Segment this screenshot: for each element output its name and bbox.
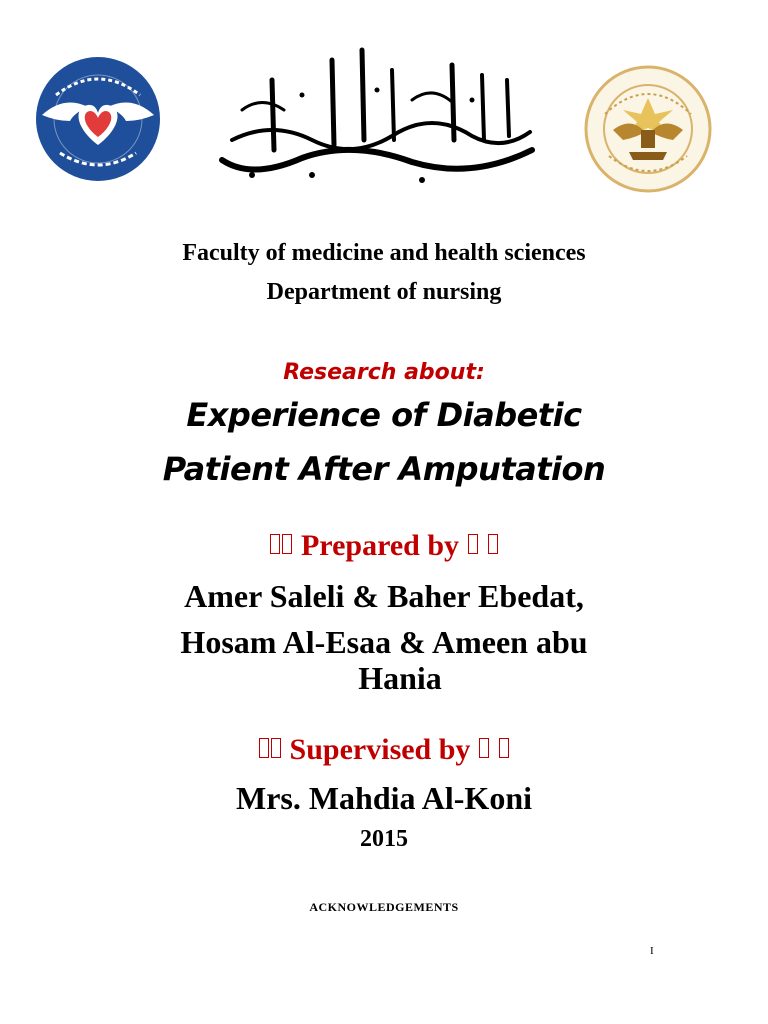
authors-line-3: Hania	[358, 660, 442, 696]
supervised-by-heading	[0, 733, 768, 767]
missing-glyph-icon	[488, 534, 498, 554]
research-label: Research about:	[283, 360, 485, 385]
missing-glyph-icon	[282, 534, 292, 554]
prepared-by-label: Prepared by	[300, 529, 460, 562]
authors-line-2: Hosam Al-Esaa & Ameen abu	[180, 624, 588, 660]
department-name: Department of nursing	[266, 279, 502, 305]
calligraphy-image	[212, 40, 542, 190]
page-number: I	[650, 945, 654, 957]
prepared-by-heading	[0, 529, 768, 563]
authors-line-1: Amer Saleli & Baher Ebedat,	[184, 578, 584, 614]
missing-glyph-icon	[499, 738, 509, 758]
research-title-line-1: Experience of Diabetic	[186, 396, 582, 434]
acknowledgements-heading: ACKNOWLEDGEMENTS	[309, 900, 459, 914]
missing-glyph-icon	[270, 534, 280, 554]
faculty-name: Faculty of medicine and health sciences	[182, 240, 586, 266]
supervisor-name: Mrs. Mahdia Al-Koni	[235, 780, 532, 816]
missing-glyph-icon	[468, 534, 478, 554]
research-title-line-2: Patient After Amputation	[162, 450, 606, 488]
nursing-college-logo	[34, 55, 162, 183]
missing-glyph-icon	[259, 738, 269, 758]
supervised-by-label: Supervised by	[289, 733, 471, 766]
year: 2015	[360, 826, 408, 852]
missing-glyph-icon	[271, 738, 281, 758]
university-seal-logo	[583, 64, 713, 194]
missing-glyph-icon	[479, 738, 489, 758]
